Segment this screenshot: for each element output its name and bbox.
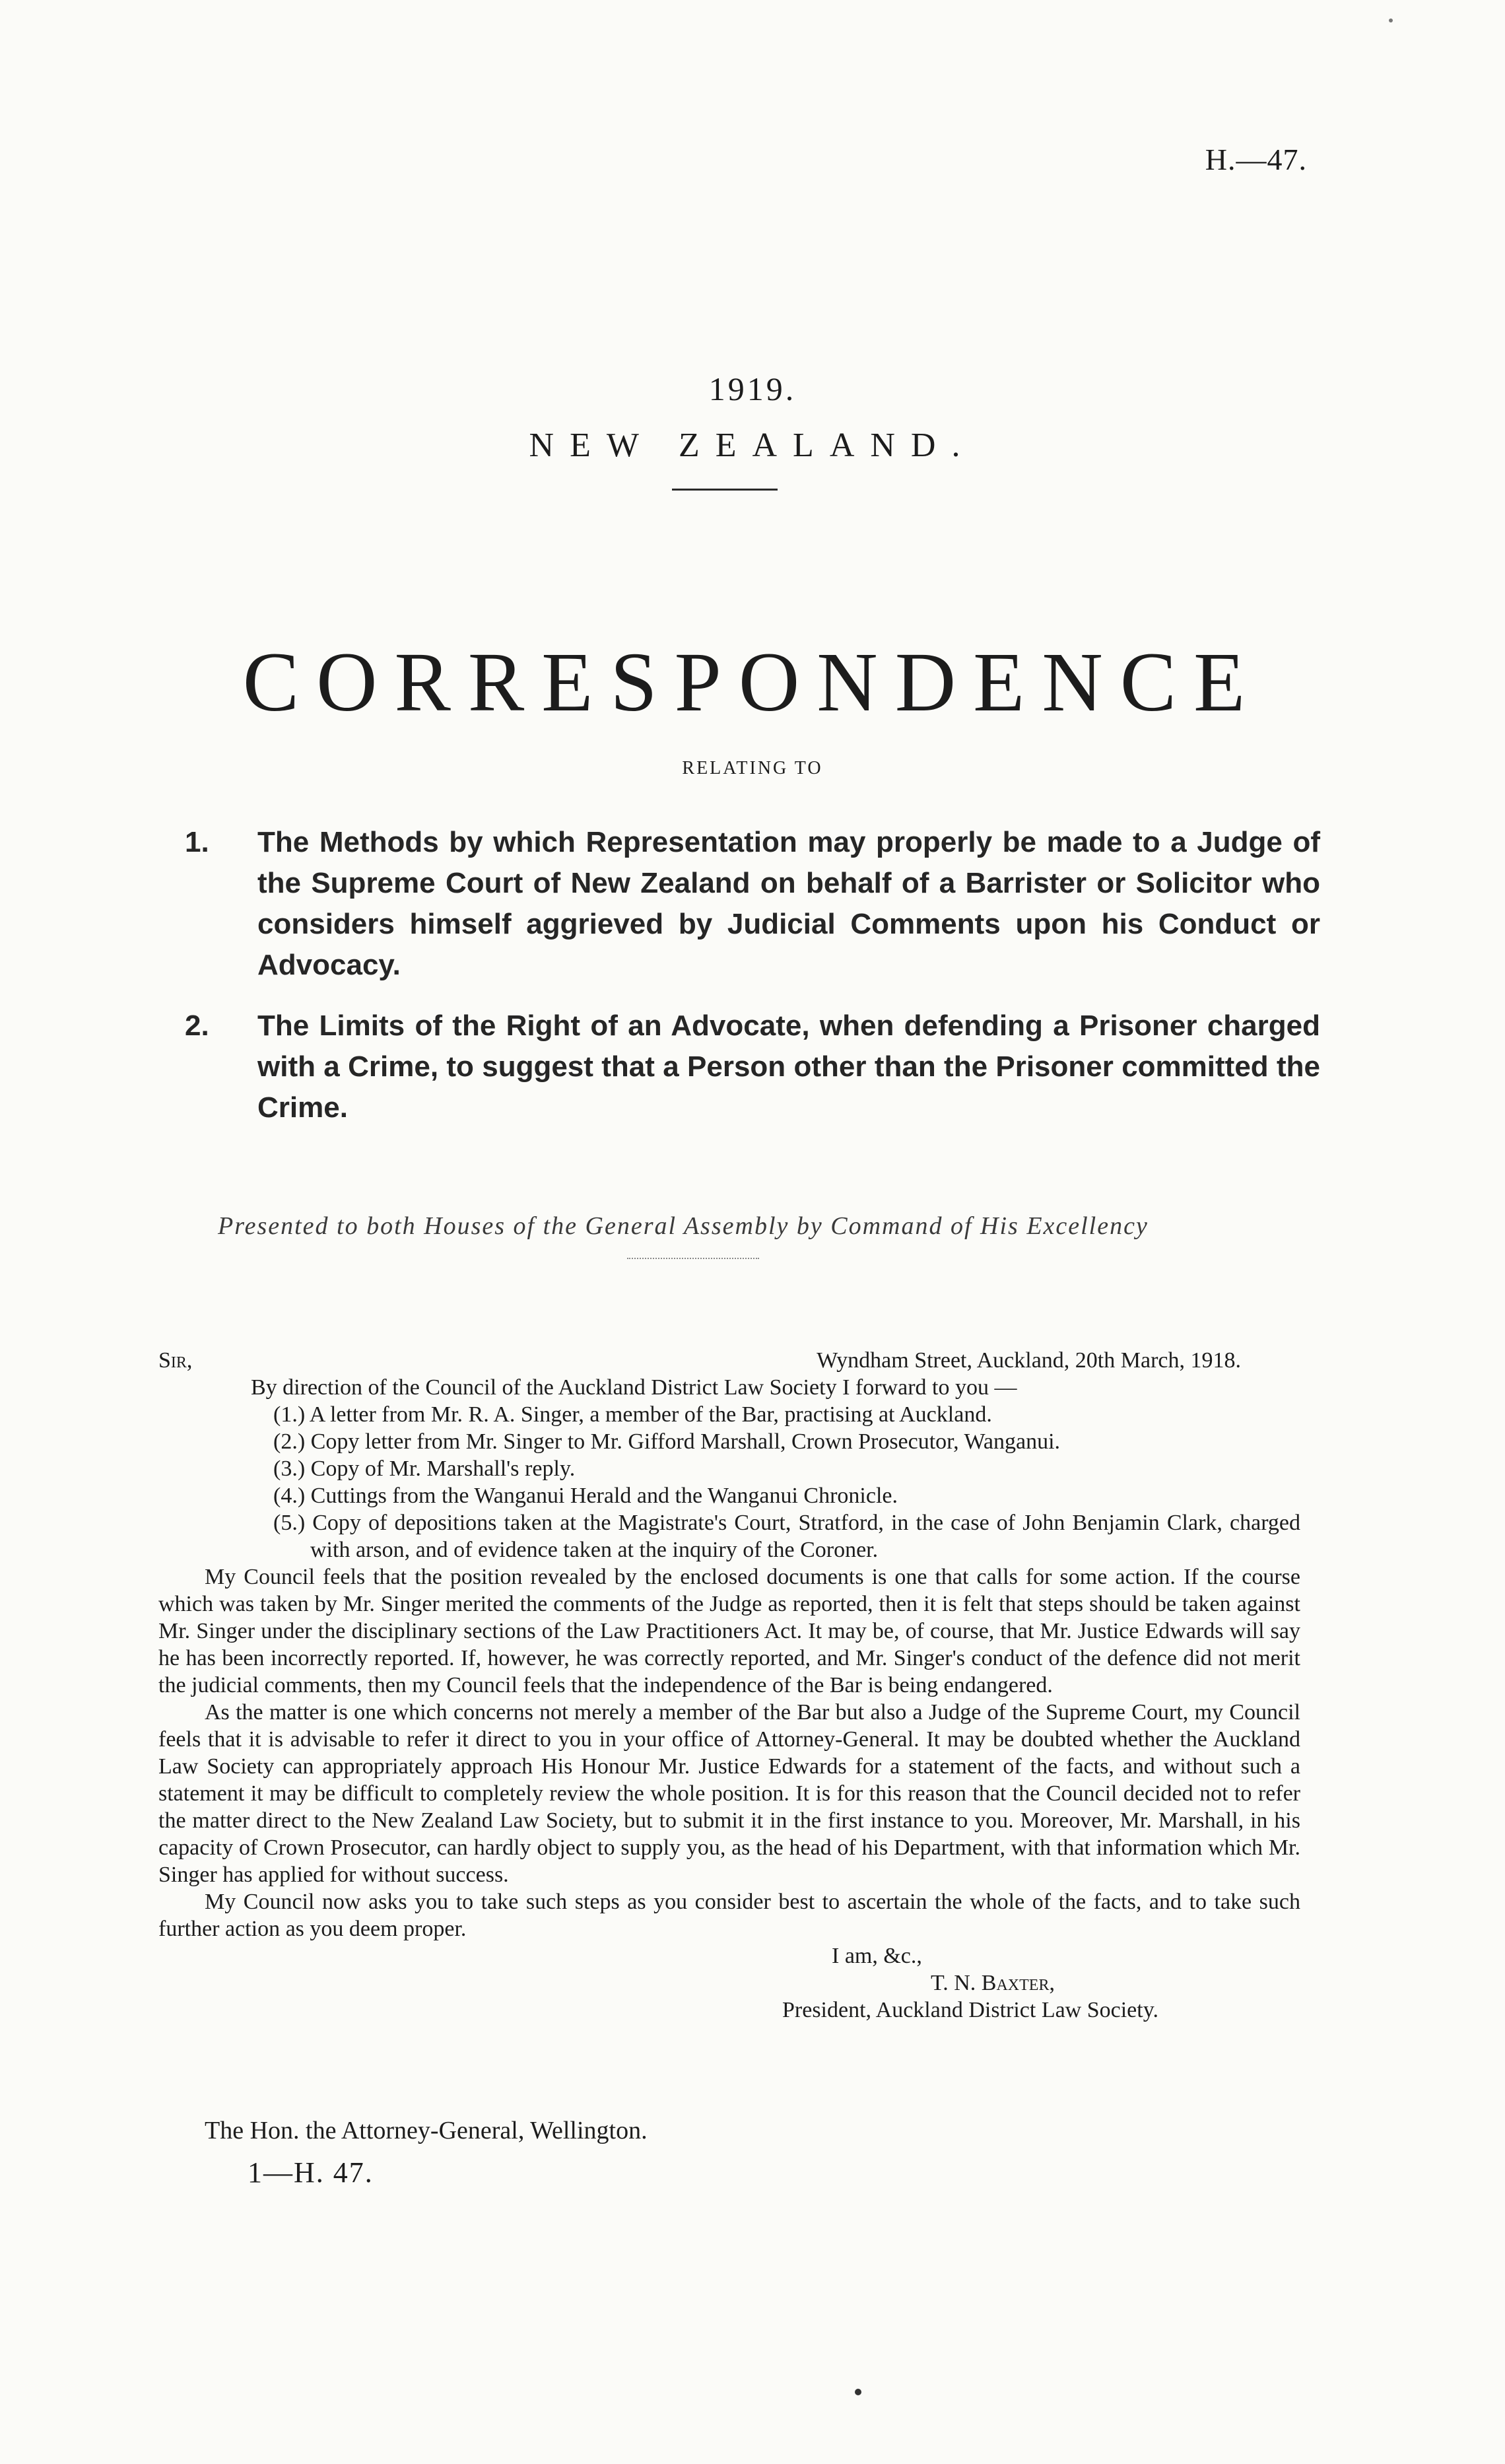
letter	[158, 1347, 1300, 2051]
salutation: Sir,	[158, 1348, 193, 1373]
page-title: CORRESPONDENCE	[242, 635, 1263, 729]
enclosure-item: (5.) Copy of depositions taken at the Magistrate's Court, Stratford, in the case of John Benjamin Clark, charged with arson, and of evidence taken at the inquiry of the Coroner.	[273, 1511, 1300, 1562]
country: NEW ZEALAND.	[529, 427, 976, 464]
enclosure-item: (2.) Copy letter from Mr. Singer to Mr. Gifford Marshall, Crown Prosecutor, Wanganui.	[273, 1429, 1061, 1454]
subject-item	[178, 822, 1320, 986]
address-date: Wyndham Street, Auckland, 20th March, 1918.	[817, 1348, 1241, 1373]
subject-item	[178, 1006, 1320, 1128]
subject-text: The Methods by which Representation may properly be made to a Judge of the Supreme Court of New Zealand on behalf of a Barrister or Solicitor who considers himself aggrieved by Judicial Comments upon his Conduct or Advocacy.	[257, 826, 1320, 981]
subject-number: 2.	[185, 1010, 209, 1042]
dotted-divider	[627, 1258, 759, 1259]
letter-heading	[158, 1347, 1300, 1374]
enclosure-item: (4.) Cuttings from the Wanganui Herald and the Wanganui Chronicle.	[273, 1484, 898, 1508]
letter-paragraph: As the matter is one which concerns not merely a member of the Bar but also a Judge of the Supreme Court, my Council feels that it is advisable to refer it direct to you in your office of Attorney-General. It may be doubted whether the Auckland Law Society can appropriately approach His Honour Mr. Justice Edwards for a statement of the facts, and without such a statement it may be difficult to completely review the whole position. It is for this reason that the Council decided not to refer the matter direct to the New Zealand Law Society, but to submit it in the first instance to you. Moreover, Mr. Marshall, in his capacity of Crown Prosecutor, can hardly object to supply you, as the head of his Department, with that information which Mr. Singer has applied for without success.	[158, 1700, 1300, 1887]
enclosure-item: (1.) A letter from Mr. R. A. Singer, a member of the Bar, practising at Auckland.	[273, 1402, 992, 1427]
subject-list	[178, 822, 1320, 1148]
divider	[672, 489, 778, 491]
letter-paragraph: My Council feels that the position revealed by the enclosed documents is one that calls for some action. If the course which was taken by Mr. Singer merited the comments of the Judge as reported, then it is felt that steps should be taken against Mr. Singer under the disciplinary sections of the Law Practitioners Act. It may be, of course, that Mr. Justice Edwards will say he has been incorrectly reported. If, however, he was correctly reported, and Mr. Singer's conduct of the defence did not merit the judicial comments, then my Council feels that the independence of the Bar is being endangered.	[158, 1565, 1300, 1697]
presented-line: Presented to both Houses of the General Assembly by Command of His Excellency	[218, 1212, 1149, 1240]
addressee: The Hon. the Attorney-General, Wellington.	[205, 2117, 648, 2144]
document-reference: H.—47.	[1205, 143, 1307, 176]
relating-to: RELATING TO	[682, 758, 823, 778]
signature-block	[158, 1942, 1300, 2051]
page-mark	[1389, 18, 1393, 22]
subject-number: 1.	[185, 826, 209, 858]
document-number: 1—H. 47.	[248, 2156, 374, 2189]
letter-intro: By direction of the Council of the Auckland District Law Society I forward to you —	[251, 1375, 1017, 1400]
signatory-title: President, Auckland District Law Society.	[782, 1998, 1159, 2022]
letter-paragraph: My Council now asks you to take such steps as you consider best to ascertain the whole of the facts, and to take such further action as you deem proper.	[158, 1890, 1300, 1941]
closing: I am, &c.,	[832, 1944, 922, 1968]
signatory-name: T. N. Baxter,	[931, 1971, 1055, 1995]
subject-text: The Limits of the Right of an Advocate, when defending a Prisoner charged with a Crime, to suggest that a Person other than the Prisoner committed the Crime.	[257, 1010, 1320, 1124]
enclosure-item: (3.) Copy of Mr. Marshall's reply.	[273, 1456, 576, 1481]
year: 1919.	[708, 370, 797, 407]
page-mark	[855, 2389, 861, 2395]
